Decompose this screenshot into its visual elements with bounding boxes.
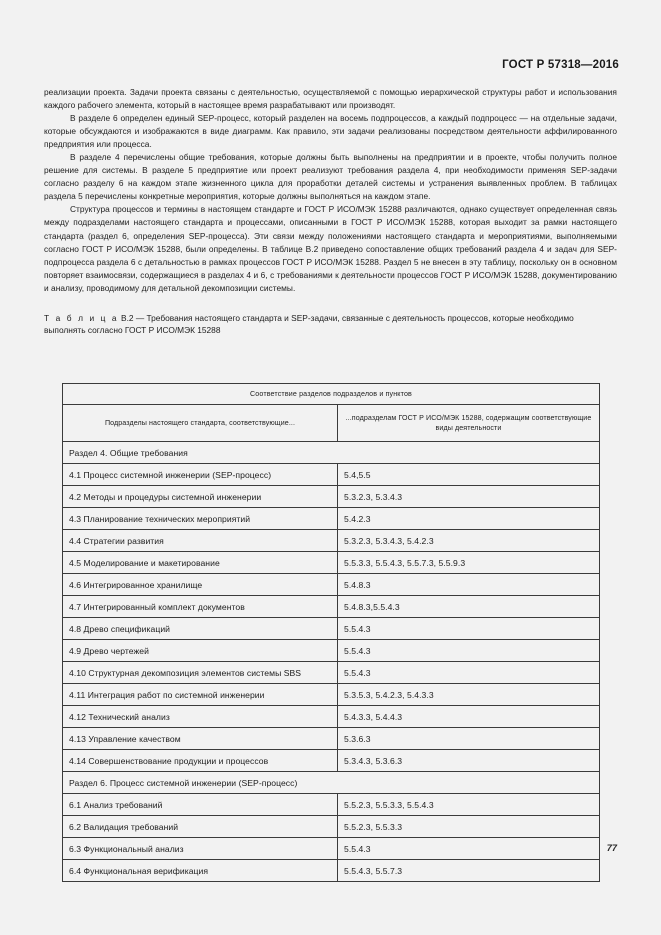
table-caption-label: Т а б л и ц а — [44, 312, 119, 323]
table-cell-references: 5.5.4.3 — [338, 838, 600, 860]
table-row — [63, 640, 600, 662]
table-row — [63, 552, 600, 574]
table-cell-subsection: 4.7 Интегрированный комплект документов — [63, 596, 338, 618]
table-caption — [44, 312, 617, 337]
table-row — [63, 706, 600, 728]
table-caption-text: В.2 — Требования настоящего стандарта и SEP-задачи, связанные с деятельность процессов, которые необходимо выполнять согласно ГОСТ Р ИСО/МЭК 15288 — [44, 312, 574, 336]
table-cell-subsection: 4.2 Методы и процедуры системной инженерии — [63, 486, 338, 508]
paragraph-3: В разделе 4 перечислены общие требования, которые должны быть выполнены на предприятии и в проекте, чтобы получить полное решение для системы. В разделе 5 предприятие или проект реализуют требования раздела 4, при необходимости применяя SEP-задачи согласно разделу 6 на каждом этапе жизненного цикла для проработки деталей системы и устранения выявленных проблем. В таблицах раздела 5 перечислены конкретные мероприятия, которые должны выполняться на каждом этапе. — [44, 152, 617, 202]
column-header-standard-subsections: Подразделы настоящего стандарта, соответствующие... — [63, 405, 338, 442]
table-cell-subsection: 4.13 Управление качеством — [63, 728, 338, 750]
table-row — [63, 574, 600, 596]
table-cell-subsection: 4.9 Древо чертежей — [63, 640, 338, 662]
table-cell-references: 5.5.4.3 — [338, 662, 600, 684]
table-row — [63, 464, 600, 486]
table-cell-subsection: 4.8 Древо спецификаций — [63, 618, 338, 640]
table-cell-subsection: 4.6 Интегрированное хранилище — [63, 574, 338, 596]
table-b2-wrapper — [62, 383, 599, 882]
table-cell-references: 5.3.4.3, 5.3.6.3 — [338, 750, 600, 772]
table-body — [63, 442, 600, 882]
table-section-heading: Раздел 4. Общие требования — [63, 442, 600, 464]
page-running-header: ГОСТ Р 57318—2016 — [502, 59, 619, 71]
table-cell-subsection: 4.10 Структурная декомпозиция элементов системы SBS — [63, 662, 338, 684]
table-section-heading: Раздел 6. Процесс системной инженерии (SEP-процесс) — [63, 772, 600, 794]
column-header-iso-subsections: ...подразделам ГОСТ Р ИСО/МЭК 15288, содержащим соответствующие виды деятельности — [338, 405, 600, 442]
table-cell-references: 5.5.4.3, 5.5.7.3 — [338, 860, 600, 882]
table-header-span-cell: Соответствие разделов подразделов и пунктов — [63, 384, 600, 405]
table-row — [63, 794, 600, 816]
table-row — [63, 728, 600, 750]
page-number: 77 — [606, 843, 617, 853]
table-cell-references: 5.5.4.3 — [338, 618, 600, 640]
table-cell-references: 5.4,5.5 — [338, 464, 600, 486]
table-row — [63, 838, 600, 860]
table-cell-subsection: 4.11 Интеграция работ по системной инженерии — [63, 684, 338, 706]
table-header — [63, 384, 600, 442]
paragraph-1: реализации проекта. Задачи проекта связаны с деятельностью, осуществляемой с помощью иерархической структуры работ и использования каждого рабочего элемента, который в настоящее время разрабатывают или производят. — [44, 87, 617, 111]
table-cell-references: 5.4.8.3 — [338, 574, 600, 596]
table-cell-references: 5.3.6.3 — [338, 728, 600, 750]
table-cell-subsection: 6.3 Функциональный анализ — [63, 838, 338, 860]
table-row — [63, 442, 600, 464]
table-row — [63, 750, 600, 772]
table-cell-references: 5.4.2.3 — [338, 508, 600, 530]
table-header-span-row — [63, 384, 600, 405]
table-cell-subsection: 4.1 Процесс системной инженерии (SEP-процесс) — [63, 464, 338, 486]
table-row — [63, 530, 600, 552]
paragraph-2: В разделе 6 определен единый SEP-процесс, который разделен на восемь подпроцессов, а каждый подпроцесс — на отдельные задачи, которые обсуждаются и изображаются в виде диаграмм. Как правило, эти задачи реализованы посредством деятельности аффилированного предприятия или процесса. — [44, 113, 617, 150]
table-cell-references: 5.4.3.3, 5.4.4.3 — [338, 706, 600, 728]
page-body-text — [44, 86, 617, 337]
table-cell-references: 5.3.2.3, 5.3.4.3 — [338, 486, 600, 508]
table-cell-references: 5.3.2.3, 5.3.4.3, 5.4.2.3 — [338, 530, 600, 552]
table-row — [63, 486, 600, 508]
table-cell-references: 5.5.4.3 — [338, 640, 600, 662]
table-row — [63, 772, 600, 794]
paragraph-4: Структура процессов и термины в настоящем стандарте и ГОСТ Р ИСО/МЭК 15288 различаются, однако существует определенная связь между подразделами настоящего стандарта и процессами, описанными в ГОСТ Р ИСО/МЭК 15288, которая выходит за рамки настоящего стандарта (раздел 6, определения SEP-процесса). Эти связи между положениями настоящего стандарта и мероприятиями, выполняемыми согласно ГОСТ Р ИСО/МЭК 15288, были определены. В таблице В.2 приведено сопоставление общих требований раздела 4 и задач для SEP-подпроцесса раздела 6 с детальностью в рамках процессов ГОСТ Р ИСО/МЭК 15288. Раздел 5 не внесен в эту таблицу, поскольку он в основном повторяет взаимосвязи, содержащиеся в разделах 4 и 6, с требованиями к деятельности процессов ГОСТ Р ИСО/МЭК 15288, документированию и анализу, проводимому для детальной декомпозиции системы. — [44, 204, 617, 293]
table-cell-references: 5.4.8.3,5.5.4.3 — [338, 596, 600, 618]
table-cell-subsection: 4.12 Технический анализ — [63, 706, 338, 728]
table-cell-subsection: 6.2 Валидация требований — [63, 816, 338, 838]
table-cell-subsection: 4.4 Стратегии развития — [63, 530, 338, 552]
table-header-columns-row — [63, 405, 600, 442]
table-row — [63, 508, 600, 530]
table-row — [63, 816, 600, 838]
table-cell-subsection: 6.4 Функциональная верификация — [63, 860, 338, 882]
table-row — [63, 860, 600, 882]
table-row — [63, 662, 600, 684]
table-cell-subsection: 4.14 Совершенствование продукции и процессов — [63, 750, 338, 772]
table-cell-subsection: 6.1 Анализ требований — [63, 794, 338, 816]
table-row — [63, 596, 600, 618]
table-cell-subsection: 4.5 Моделирование и макетирование — [63, 552, 338, 574]
table-b2 — [62, 383, 600, 882]
table-cell-references: 5.3.5.3, 5.4.2.3, 5.4.3.3 — [338, 684, 600, 706]
table-row — [63, 684, 600, 706]
table-cell-references: 5.5.3.3, 5.5.4.3, 5.5.7.3, 5.5.9.3 — [338, 552, 600, 574]
table-cell-references: 5.5.2.3, 5.5.3.3, 5.5.4.3 — [338, 794, 600, 816]
table-row — [63, 618, 600, 640]
table-cell-subsection: 4.3 Планирование технических мероприятий — [63, 508, 338, 530]
table-cell-references: 5.5.2.3, 5.5.3.3 — [338, 816, 600, 838]
